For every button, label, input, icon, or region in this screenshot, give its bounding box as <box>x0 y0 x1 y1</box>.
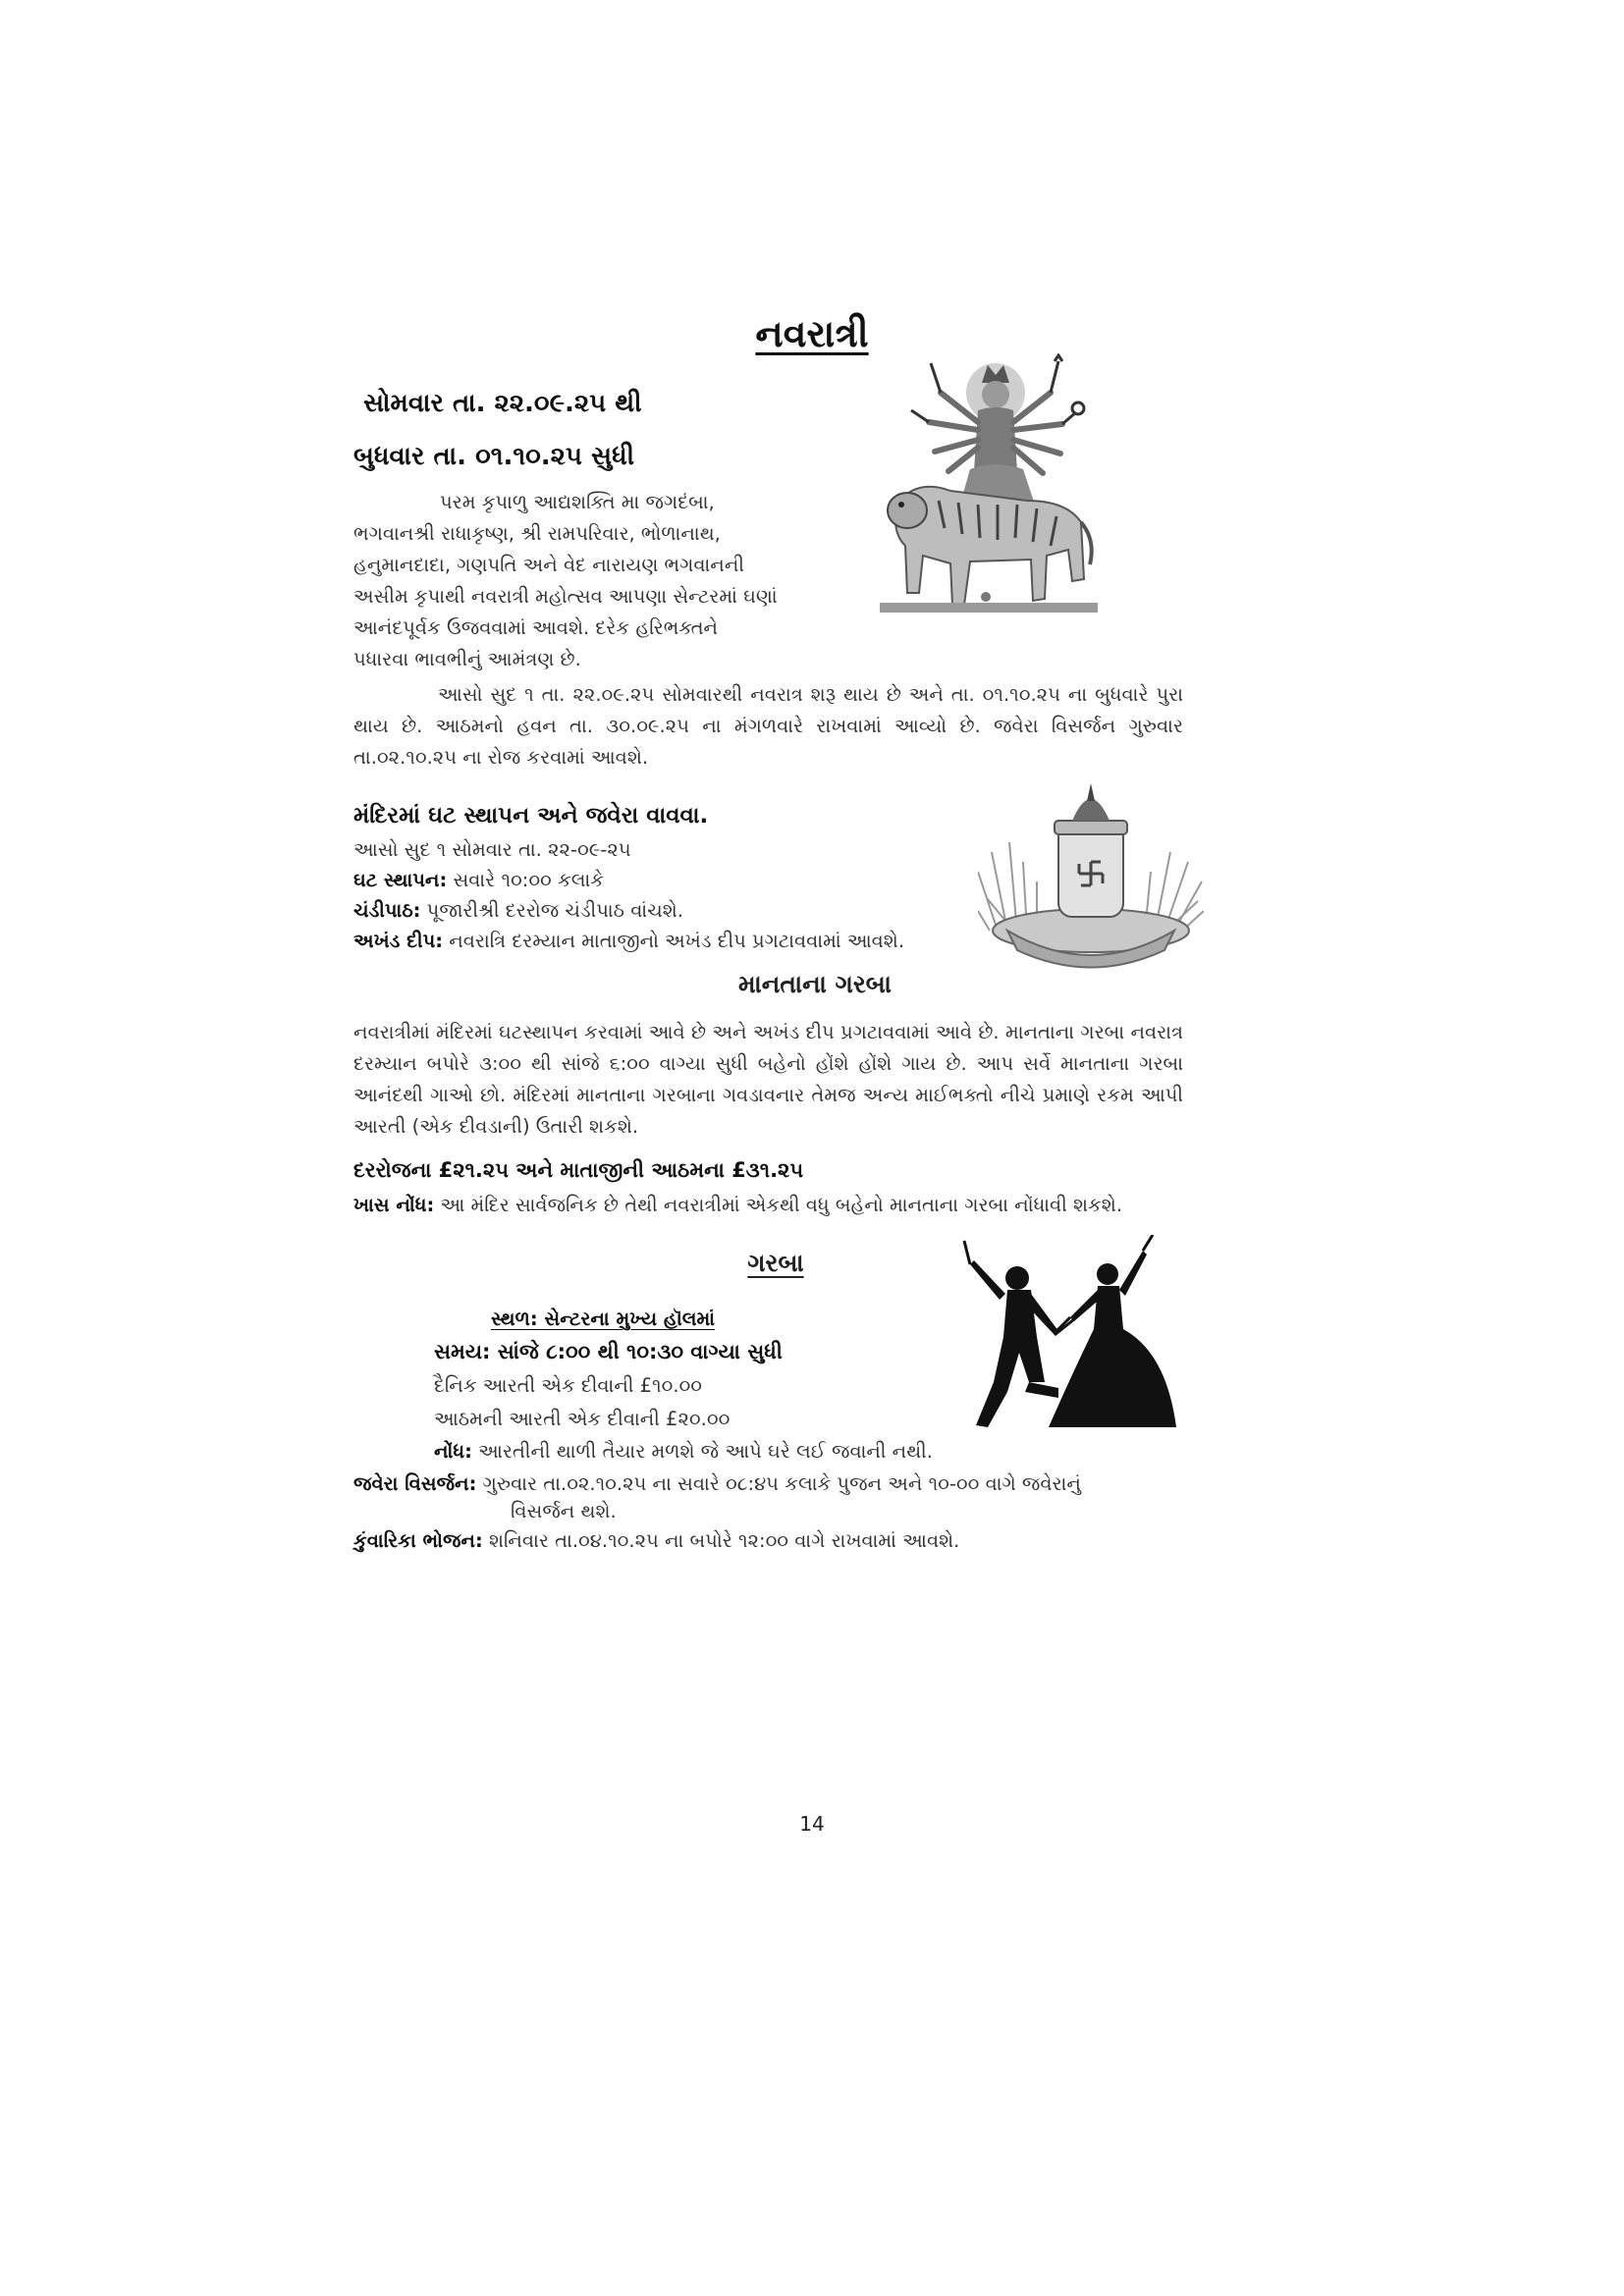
intro-line: પધારવા ભાવભીનું આમંત્રણ છે. <box>353 648 581 670</box>
garba-heading: ગરબા <box>747 1249 804 1277</box>
garba-time: સમય: સાંજે ૮:૦૦ થી ૧૦:૩૦ વાગ્યા સુધી <box>434 1340 783 1363</box>
intro-line: આનંદપૂર્વક ઉજવવામાં આવશે. દરેક હરિભક્તને <box>353 616 719 639</box>
mantana-heading: માનતાના ગરબા <box>738 970 892 998</box>
garba-note-text: આરતીની થાળી તૈયાર મળશે જે આપે ઘરે લઈ જવાની નથી. <box>471 1440 933 1463</box>
ghat-item-label: ઘટ સ્થાપન: <box>353 869 448 891</box>
ghat-item-text: સવારે ૧૦:૦૦ કલાકે <box>447 869 605 891</box>
page-number: 14 <box>799 1812 825 1836</box>
kanya-text: શનિવાર તા.૦૪.૧૦.૨૫ ના બપોરે ૧૨:૦૦ વાગે રાખવામાં આવશે. <box>482 1529 960 1552</box>
ghat-kalash-image <box>978 783 1204 970</box>
garba-details <box>434 1304 984 1467</box>
ghat-date: આસો સુદ ૧ સોમવાર તા. ૨૨-૦૯-૨૫ <box>353 838 631 861</box>
schedule-paragraph: આસો સુદ ૧ તા. ૨૨.૦૯.૨૫ સોમવારથી નવરાત્ર શરૂ થાય છે અને તા. ૦૧.૧૦.૨૫ ના બુધવારે પુરા થાય છે. આઠમનો હવન તા. ૩૦.૦૯.૨૫ ના મંગળવારે રાખવામાં આવ્યો છે. જવેરા વિસર્જન ગુરુવાર તા.૦૨.૧૦.૨૫ ના રોજ કરવામાં આવશે. <box>353 683 1183 769</box>
ghat-item-label: અખંડ દીપ: <box>353 930 444 952</box>
mantana-note <box>353 1190 1183 1221</box>
garba-atham-aarti: આઠમની આરતી એક દીવાની £૨૦.૦૦ <box>434 1408 731 1430</box>
garba-daily-aarti: દૈનિક આરતી એક દીવાની £૧૦.૦૦ <box>434 1374 703 1397</box>
ghat-heading: મંદિરમાં ઘટ સ્થાપન અને જવેરા વાવવા. <box>353 803 709 828</box>
durga-image <box>880 353 1098 630</box>
dandiya-dancers-image <box>960 1235 1176 1429</box>
ghat-item <box>353 865 982 895</box>
page-title: નવરાત્રી <box>755 312 869 355</box>
garba-note-label: નોંધ: <box>434 1440 472 1463</box>
mantana-note-text: આ મંદિર સાર્વજનિક છે તેથી નવરાત્રીમાં એકથી વધુ બહેનો માનતાના ગરબા નોંધાવી શકશે. <box>434 1194 1123 1216</box>
intro-line: અસીમ કૃપાથી નવરાત્રી મહોત્સવ આપણા સેન્ટરમાં ઘણાં <box>353 585 778 608</box>
ghat-details <box>353 834 982 956</box>
garba-venue: સ્થળ: સેન્ટરના મુખ્ય હૉલમાં <box>491 1308 716 1330</box>
garba-note <box>434 1436 984 1467</box>
intro-paragraph <box>353 487 884 675</box>
start-date: સોમવાર તા. ૨૨.૦૯.૨૫ થી <box>363 389 642 418</box>
javera-text: ગુરુવાર તા.૦૨.૧૦.૨૫ ના સવારે ૦૮:૪૫ કલાકે પુજન અને ૧૦-૦૦ વાગે જવેરાનું <box>476 1472 1081 1495</box>
ghat-item <box>353 926 982 956</box>
javera-line-2: વિસર્જન થશે. <box>511 1500 617 1522</box>
intro-line: ભગવાનશ્રી રાધાકૃષ્ણ, શ્રી રામપરિવાર, ભોળાનાથ, <box>353 522 721 545</box>
mantana-paragraph: નવરાત્રીમાં મંદિરમાં ઘટસ્થાપન કરવામાં આવે છે અને અખંડ દીપ પ્રગટાવવામાં આવે છે. માનતાના ગરબા નવરાત્ર દરમ્યાન બપોરે ૩:૦૦ થી સાંજે ૬:૦૦ વાગ્યા સુધી બહેનો હોંશે હોંશે ગાય છે. આપ સર્વે માનતાના ગરબા આનંદથી ગાઓ છો. મંદિરમાં માનતાના ગરબાના ગવડાવનાર તેમજ અન્ય માઈભક્તો નીચે પ્રમાણે રકમ આપી આરતી (એક દીવડાની) ઉતારી શકશે. <box>353 1021 1183 1138</box>
intro-line: પરમ કૃપાળુ આદ્યશક્તિ મા જગદંબા, <box>440 491 715 513</box>
ghat-item <box>353 895 982 926</box>
kanya-label: કુંવારિકા ભોજન: <box>353 1529 483 1552</box>
javera-line <box>353 1468 1198 1499</box>
ghat-item-label: ચંડીપાઠ: <box>353 899 421 922</box>
ghat-item-text: પૂજારીશ્રી દરરોજ ચંડીપાઠ વાંચશે. <box>420 899 683 922</box>
ghat-item-text: નવરાત્રિ દરમ્યાન માતાજીનો અખંડ દીપ પ્રગટાવવામાં આવશે. <box>443 930 905 952</box>
mantana-fee: દરરોજના £૨૧.૨૫ અને માતાજીની આઠમના £૩૧.૨૫ <box>353 1158 804 1182</box>
javera-label: જવેરા વિસર્જન: <box>353 1472 477 1495</box>
kanya-bhojan-line <box>353 1525 959 1556</box>
javera-section <box>353 1468 1198 1524</box>
mantana-note-label: ખાસ નોંધ: <box>353 1194 435 1216</box>
end-date: બુધવાર તા. ૦૧.૧૦.૨૫ સુધી <box>353 442 635 471</box>
intro-line: હનુમાનદાદા, ગણપતિ અને વેદ નારાયણ ભગવાનની <box>353 554 744 576</box>
